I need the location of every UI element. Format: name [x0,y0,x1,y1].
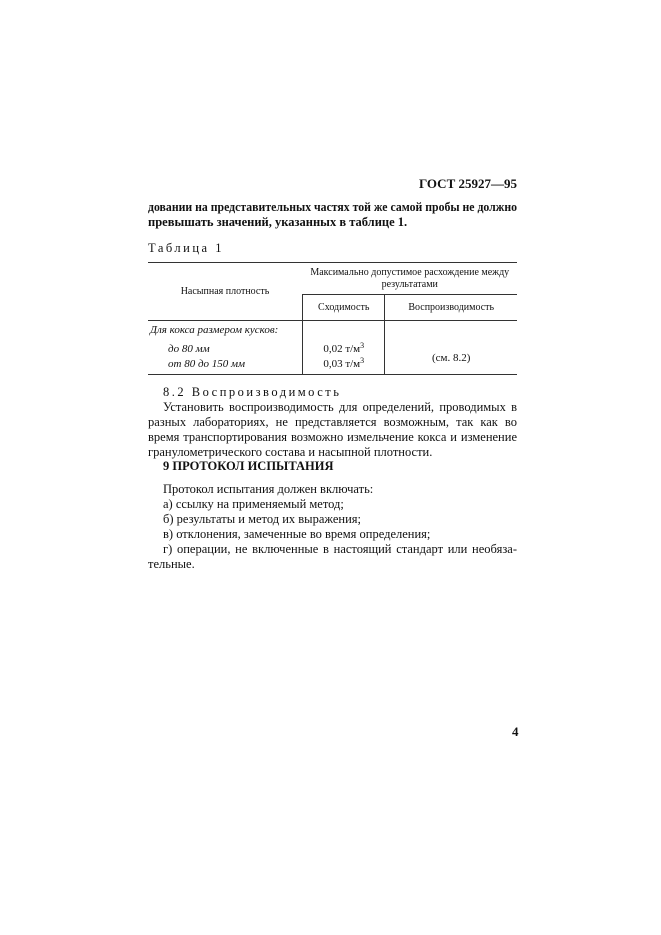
list-item: б) результаты и метод их выражения; [163,512,361,526]
table-cell: (см. 8.2) [385,321,517,375]
value [305,342,382,357]
table-cell [303,321,385,375]
value-exponent: 3 [360,356,365,365]
row-group-label: Для кокса размером кусков: [150,324,279,336]
value-text: 0,03 т/м [323,358,361,370]
section-title: 8.2 Воспроизводимость [163,385,342,399]
paragraph-line: довании на представительных частях той же самой пробы не должно [148,200,517,214]
section-title: 9 ПРОТОКОЛ ИСПЫТАНИЯ [163,459,334,473]
list-item: в) отклонения, замеченные во время определения; [163,527,431,541]
list-item: г) операции, не включенные в настоящий стандарт или необяза- [163,542,517,556]
header-cell: Максимально допустимое расхождение между результатами [303,263,518,295]
paragraph-line: время транспортирования возможно измельчение кокса и изменение [148,430,517,444]
paragraph-line: гранулометрического состава и насыпной плотности. [148,445,433,459]
row-label: до 80 мм [168,343,210,355]
list-item: тельные. [148,557,195,571]
page-number: 4 [512,724,519,739]
row-label: от 80 до 150 мм [168,358,246,370]
header-cell: Насыпная плотность [148,263,303,321]
document-header: ГОСТ 25927—95 [418,176,517,191]
value-exponent: 3 [360,341,365,350]
table-cell [148,321,303,375]
paragraph-line: превышать значений, указанных в таблице 1. [148,215,408,229]
value-text: 0,02 т/м [323,343,361,355]
paragraph-line: Протокол испытания должен включать: [163,482,374,496]
table-caption: Таблица 1 [148,241,224,255]
value [305,357,382,372]
paragraph-line: Установить воспроизводимость для определений, проводимых в [163,400,517,414]
data-table [148,262,517,375]
paragraph-line: разных лабораториях, не представляется возможным, так как во [148,415,517,429]
header-cell: Воспроизводимость [385,295,517,321]
list-item: а) ссылку на применяемый метод; [163,497,344,511]
header-cell: Сходимость [303,295,385,321]
